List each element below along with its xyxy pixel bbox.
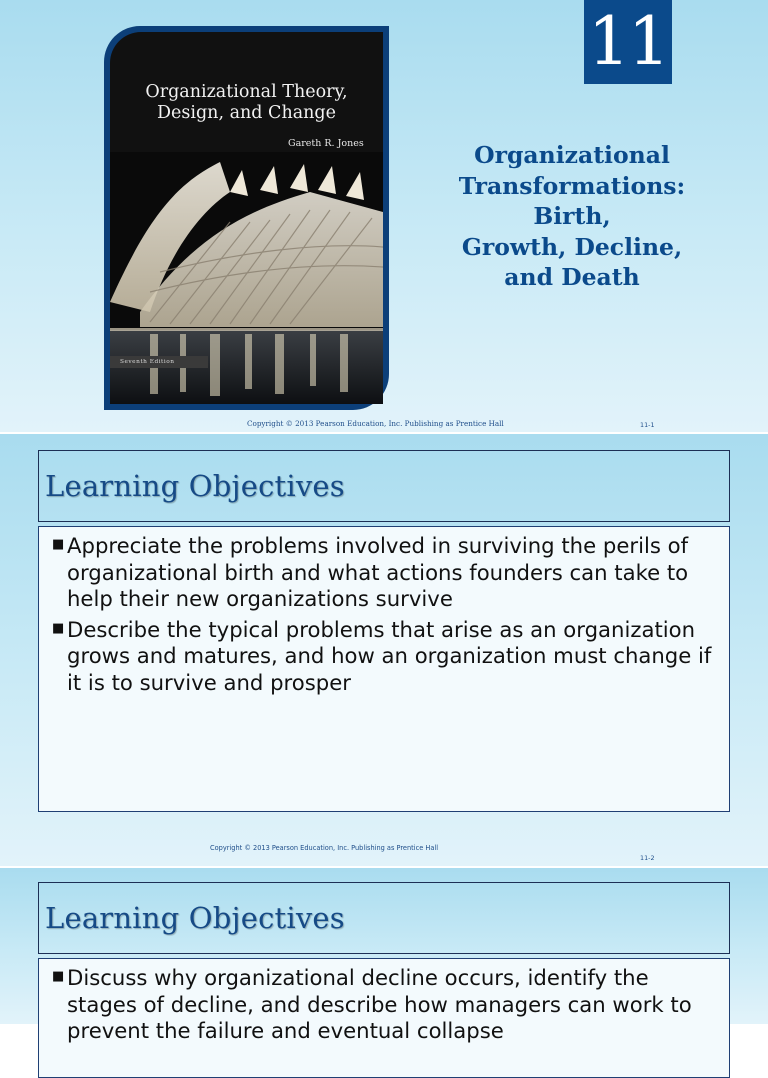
book-cover — [104, 26, 389, 410]
bullet-text: Describe the typical problems that arise as an organization grows and matures, and how an organization must change if it is to survive and prosper — [67, 616, 712, 695]
bullet-item — [39, 533, 729, 613]
bullet-square-icon: ■ — [52, 537, 65, 552]
book-cover-inner — [110, 32, 383, 404]
copyright-notice: Copyright © 2013 Pearson Education, Inc. Publishing as Prentice Hall — [210, 844, 439, 852]
slide-heading: Learning Objectives — [45, 901, 345, 935]
slide-3 — [0, 868, 768, 1044]
title-line-1: Organizational — [474, 141, 670, 169]
slide-title — [440, 140, 704, 293]
heading-box — [38, 882, 730, 954]
bullet-item — [39, 617, 729, 697]
book-title-line-1: Organizational Theory, — [145, 82, 348, 102]
bullet-list — [39, 527, 729, 697]
bullet-text: Appreciate the problems involved in surviving the perils of organizational birth and what actions founders can take to help their new organizations survive — [67, 533, 689, 612]
bullet-list — [39, 959, 729, 1045]
chapter-number-badge: 11 — [584, 0, 672, 84]
slide-1 — [0, 0, 768, 432]
content-box — [38, 958, 730, 1078]
slide-2 — [0, 434, 768, 866]
title-line-4: Growth, Decline, — [461, 232, 683, 261]
copyright-notice: Copyright © 2013 Pearson Education, Inc. Publishing as Prentice Hall — [247, 419, 504, 428]
bullet-item — [39, 965, 729, 1045]
slide-number: 11-1 — [640, 421, 655, 429]
content-box — [38, 526, 730, 812]
book-edition-label: Seventh Edition — [110, 356, 208, 368]
title-line-5: and Death — [504, 263, 640, 291]
slide-heading: Learning Objectives — [45, 469, 345, 503]
title-line-2: Transformations: — [458, 171, 686, 200]
bullet-text: Discuss why organizational decline occurs, identify the stages of decline, and describe how managers can work to prevent the failure and eventual collapse — [67, 965, 692, 1044]
bullet-square-icon: ■ — [52, 620, 65, 636]
book-title-line-2: Design, and Change — [157, 103, 336, 123]
title-line-3: Birth, — [533, 202, 611, 230]
bullet-square-icon: ■ — [52, 969, 65, 984]
book-author: Gareth R. Jones — [288, 138, 364, 149]
heading-box — [38, 450, 730, 522]
book-title — [110, 82, 383, 124]
slide-number: 11-2 — [640, 854, 655, 862]
